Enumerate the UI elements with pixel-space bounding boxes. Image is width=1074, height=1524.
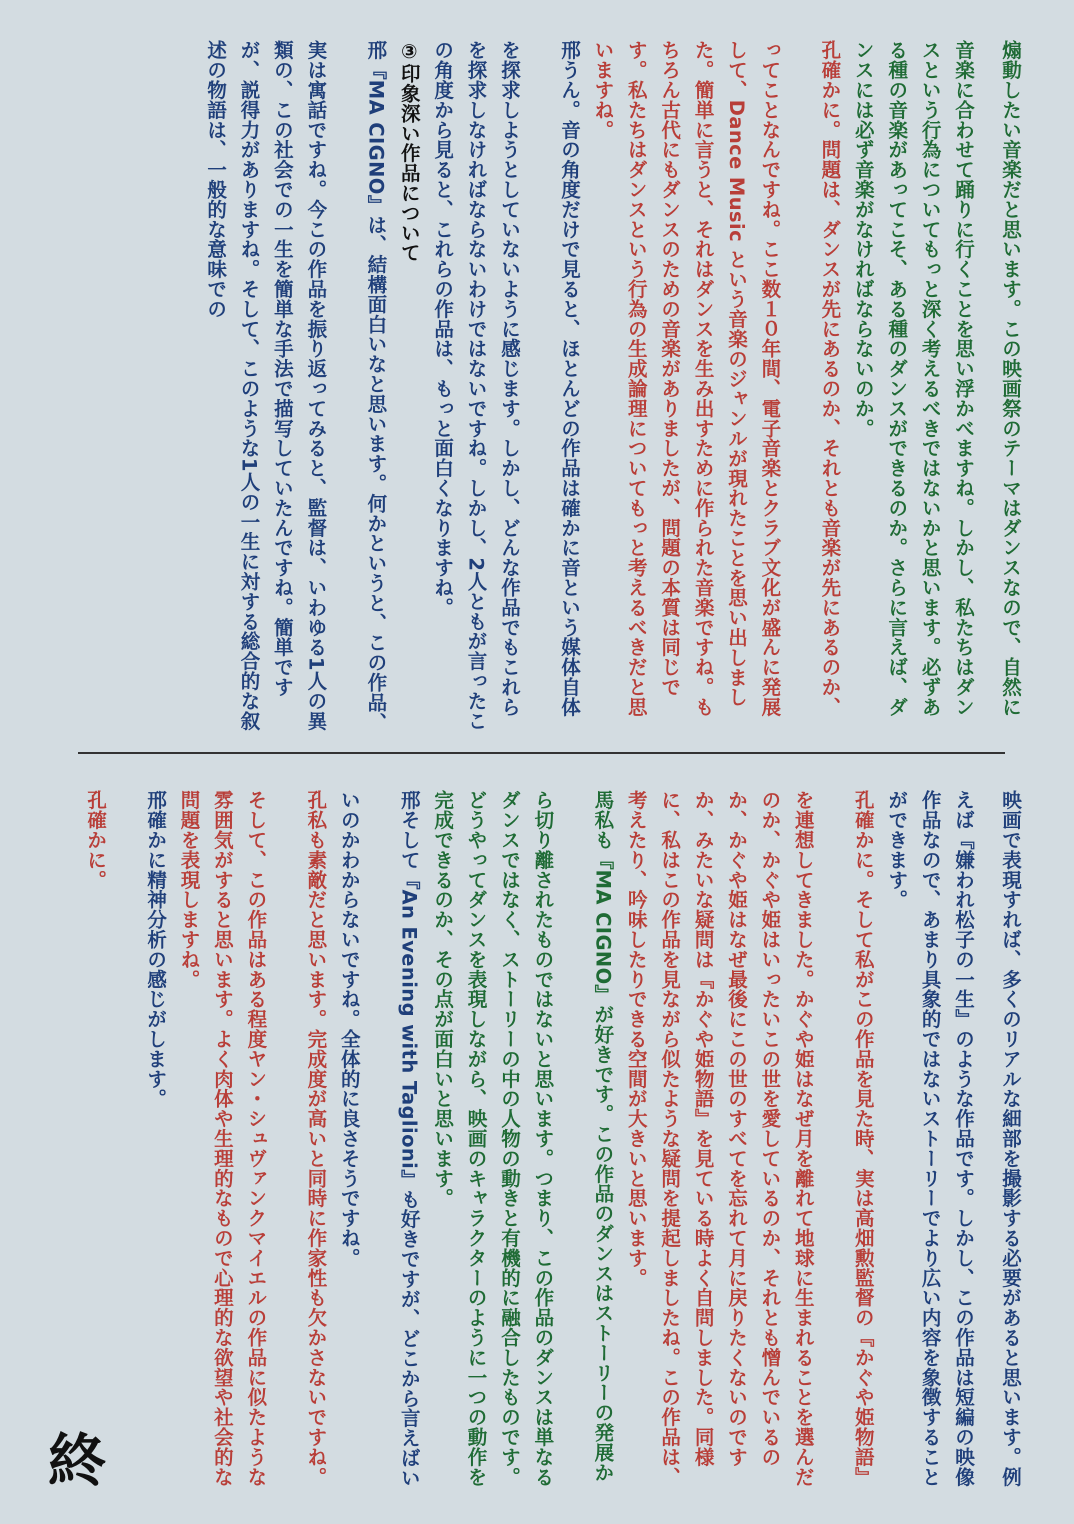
bottom-text-panel [40, 790, 1040, 1495]
paragraph-text: 確かに精神分析の感じがします。 [144, 809, 168, 1109]
dialogue-paragraph [199, 40, 393, 735]
dialogue-paragraph [332, 790, 425, 1495]
dialogue-paragraph [619, 790, 879, 1495]
paragraph-text: 確かに。問題は、ダンスが先にあるのか、それとも音楽が先にあるのか、ってことなんですね。ここ数１０年間、電子音楽とクラブ文化が盛んに発展して、Dance Music という音楽のジャンルが現れたことを思い出しました。簡単に言うと、それはダンスを生み出すために作られた音楽ですね。もちろん古代にもダンスのための音楽がありましたが、問題の本質は同じです。私たちはダンスという行為の生成論理についてもっと考えるべきだと思いますね。 [591, 40, 842, 717]
speaker-label: 邢 [557, 40, 581, 60]
paragraph-text: 煽動したい音楽だと思います。この映画祭のテーマはダンスなので、自然に音楽に合わせて踊りに行くことを思い浮かべますね。しかし、私たちはダンスという行為についてもっと深く考えるべきではないかと思います。必ずある種の音楽があってこそ、ある種のダンスができるのか。さらに言えば、ダンスには必ず音楽がなければならないのか。 [851, 40, 1022, 717]
speaker-label: 馬 [591, 790, 615, 810]
speaker-label: 孔 [84, 790, 108, 810]
paragraph-text: 私も『MA CIGNO』が好きです。この作品のダンスはストーリーの発展から切り離されたものではないと思います。つまり、この作品のダンスは単なるダンスではなく、ストーリーの中の人物の動きと有機的に融合したものです。どうやってダンスを表現しながら、映画のキャラクターのように一つの動作を完成できるのか、その点が面白いと思います。 [431, 790, 615, 1487]
paragraph-text: そして『An Evening with Taglioni』も好きですが、どこから言えばいいのかわからないですね。全体的に良さそうですね。 [337, 790, 421, 1488]
section-divider [78, 752, 1005, 754]
paragraph-text: 『MA CIGNO』は、結構面白いなと思います。何かというと、この作品、実は寓話ですね。今この作品を振り返ってみると、監督は、いわゆる1人の異類の、この社会での一生を簡単な手法で描写していたんですね。簡単ですが、説得力がありますね。そして、このような1人の一生に対する総合的な叙述の物語は、一般的な意味での [204, 40, 388, 733]
dialogue-paragraph [586, 40, 846, 735]
speaker-label: 邢 [144, 790, 168, 810]
speaker-label: 邢 [364, 40, 388, 60]
speaker-label: 孔 [818, 40, 842, 60]
dialogue-paragraph [846, 40, 1040, 735]
dialogue-paragraph [426, 790, 620, 1495]
speaker-label: 孔 [851, 790, 875, 810]
speaker-label: 邢 [397, 790, 421, 810]
end-mark: 終 [48, 1427, 107, 1495]
dialogue-paragraph [52, 790, 112, 1495]
dialogue-paragraph [112, 790, 172, 1495]
dialogue-paragraph [426, 40, 586, 735]
paragraph-text: うん。音の角度だけで見ると、ほとんどの作品は確かに音という媒体自体を探求しようとしていないように感じます。しかし、どんな作品でもこれらを探求しなければならないわけではないですね。しかし、2人ともが言ったこの角度から見ると、これらの作品は、もっと面白くなりますね。 [431, 40, 581, 731]
paragraph-text: 確かに。 [84, 809, 108, 890]
top-text-panel [40, 40, 1040, 735]
heading-text: ③印象深い作品について [397, 40, 421, 263]
dialogue-paragraph [880, 790, 1040, 1495]
paragraph-text: 映画で表現すれば、多くのリアルな細部を撮影する必要があると思います。例えば『嫌われ松子の一生』のような作品です。しかし、この作品は短編の映像作品なので、あまり具象的ではないストーリーでより広い内容を象徴することができます。 [885, 790, 1022, 1487]
section-heading [392, 40, 425, 735]
paragraph-text: 私も素敵だと思います。完成度が高いと同時に作家性も欠かさないですね。そして、この作品はある程度ヤン・シュヴァンクマイエルの作品に似たような雰囲気がすると思います。よく肉体や生理的なもので心理的な欲望や社会的な問題を表現しますね。 [177, 790, 328, 1487]
dialogue-paragraph [172, 790, 332, 1495]
paragraph-text: 確かに。そして私がこの作品を見た時、実は高畑勲監督の『かぐや姫物語』を連想してきました。かぐや姫はなぜ月を離れて地球に生まれることを選んだのか、かぐや姫はいったいこの世を愛しているのか、それとも憎んでいるのか、かぐや姫はなぜ最後にこの世のすべてを忘れて月に戻りたくないのですか、みたいな疑問は『かぐや姫物語』を見ている時よく自問しました。同様に、私はこの作品を見ながら似たような疑問を提起しましたね。この作品は、考えたり、吟味したりできる空間が大きいと思います。 [624, 790, 875, 1487]
speaker-label: 孔 [304, 790, 328, 810]
